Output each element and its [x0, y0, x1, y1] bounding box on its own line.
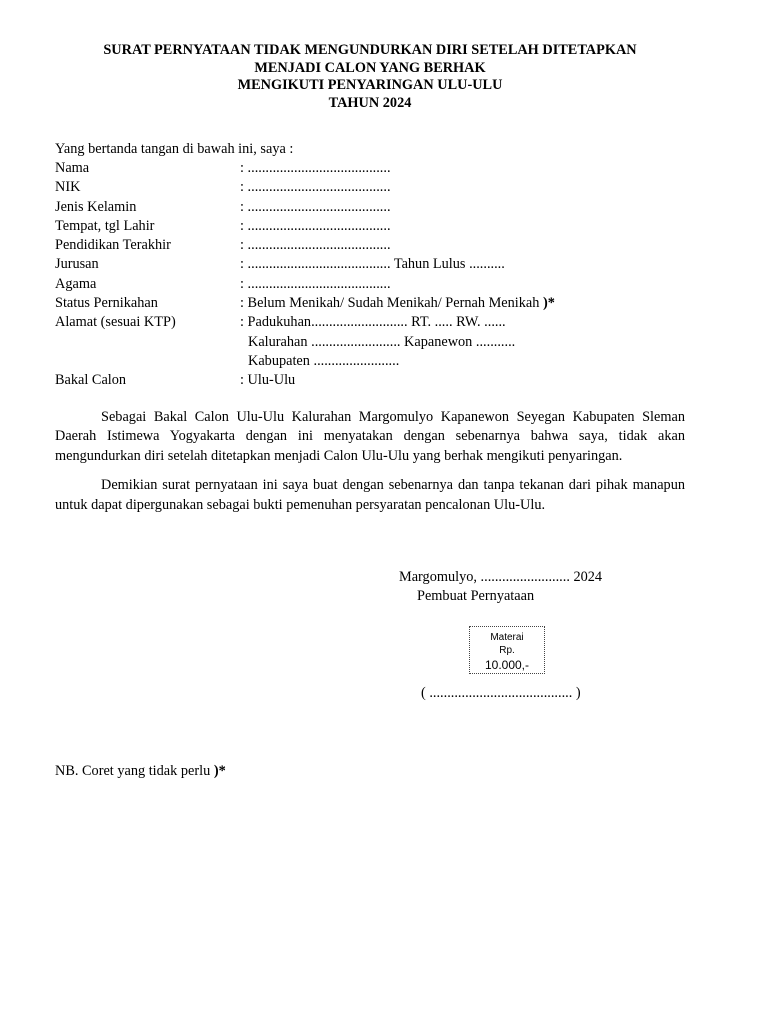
document-title [0, 42, 740, 112]
field-label: Status Pernikahan [55, 295, 158, 312]
footnote-text: NB. Coret yang tidak perlu [55, 763, 211, 779]
place-date: Margomulyo, ......................... 2024 [399, 569, 603, 585]
field-value: Kalurahan ......................... Kapanewon ........... [248, 333, 516, 350]
field-label: Alamat (sesuai KTP) [55, 314, 176, 331]
field-row-pendidikan [55, 236, 705, 255]
field-label: Tempat, tgl Lahir [55, 217, 155, 234]
statement-body [55, 408, 685, 525]
field-value: : ........................................ [240, 217, 391, 234]
field-row-alamat [55, 313, 705, 332]
closing-paragraph: Demikian surat pernyataan ini saya buat dengan sebenarnya dan tanpa tekanan dari pihak manapun untuk dapat dipergunakan sebagai bukti pemenuhan persyaratan pencalonan Ulu-Ulu. [55, 477, 685, 513]
field-row-alamat-kabupaten [55, 352, 705, 371]
field-row-agama [55, 275, 705, 294]
field-value: : ........................................ Tahun Lulus .......... [240, 256, 505, 273]
field-row-nik [55, 178, 705, 197]
intro-text: Yang bertanda tangan di bawah ini, saya : [55, 141, 294, 157]
title-line-2: MENJADI CALON YANG BERHAK [254, 59, 486, 76]
title-line-3: MENGIKUTI PENYARINGAN ULU-ULU [237, 77, 503, 93]
field-value: Kabupaten ........................ [248, 352, 400, 369]
field-row-jurusan [55, 255, 705, 274]
field-row-nama [55, 159, 705, 178]
signature-block [399, 568, 619, 604]
field-value: : ........................................ [240, 179, 391, 196]
field-row-alamat-kalurahan [55, 333, 705, 352]
signer-name-line: ( ........................................ ) [421, 685, 581, 701]
field-row-tempat-tgl-lahir [55, 217, 705, 236]
footnote-marker: )* [213, 763, 226, 779]
signer-role: Pembuat Pernyataan [417, 588, 535, 604]
title-line-1: SURAT PERNYATAAN TIDAK MENGUNDURKAN DIRI SETELAH DITETAPKAN [103, 42, 637, 58]
field-label: NIK [55, 179, 81, 196]
strike-note-marker: )* [542, 295, 555, 312]
field-value: : Padukuhan........................... RT. ..... RW. ...... [240, 314, 506, 331]
footnote [55, 762, 226, 781]
field-value: : ........................................ [240, 198, 391, 215]
statement-paragraph: Sebagai Bakal Calon Ulu-Ulu Kalurahan Margomulyo Kapanewon Seyegan Kabupaten Sleman Daerah Istimewa Yogyakarta dengan ini menyatakan dengan sebenarnya bahwa saya, tidak akan mengundurkan diri setelah ditetapkan menjadi Calon Ulu-Ulu yang berhak mengikuti penyaringan. [55, 409, 685, 464]
field-label: Jenis Kelamin [55, 198, 137, 215]
field-value [240, 294, 555, 313]
field-value: : Ulu-Ulu [240, 372, 296, 389]
field-row-status-pernikahan [55, 294, 705, 313]
field-row-bakal-calon [55, 371, 705, 390]
stamp-amount: 10.000,- [484, 658, 530, 672]
stamp-label: Materai [490, 632, 524, 643]
identity-fields [55, 159, 705, 391]
field-row-jenis-kelamin [55, 198, 705, 217]
field-label: Agama [55, 275, 97, 292]
field-label: Nama [55, 160, 90, 176]
field-label: Bakal Calon [55, 372, 127, 389]
field-value: : ........................................ [240, 275, 391, 292]
field-label: Pendidikan Terakhir [55, 237, 171, 254]
field-value: : ........................................ [240, 160, 391, 176]
field-value: : ........................................ [240, 237, 391, 254]
field-value-text: : Belum Menikah/ Sudah Menikah/ Pernah Menikah [240, 295, 540, 312]
title-line-4: TAHUN 2024 [328, 94, 412, 111]
field-label: Jurusan [55, 256, 99, 273]
stamp-currency: Rp. [499, 645, 515, 656]
duty-stamp-box [469, 626, 545, 674]
